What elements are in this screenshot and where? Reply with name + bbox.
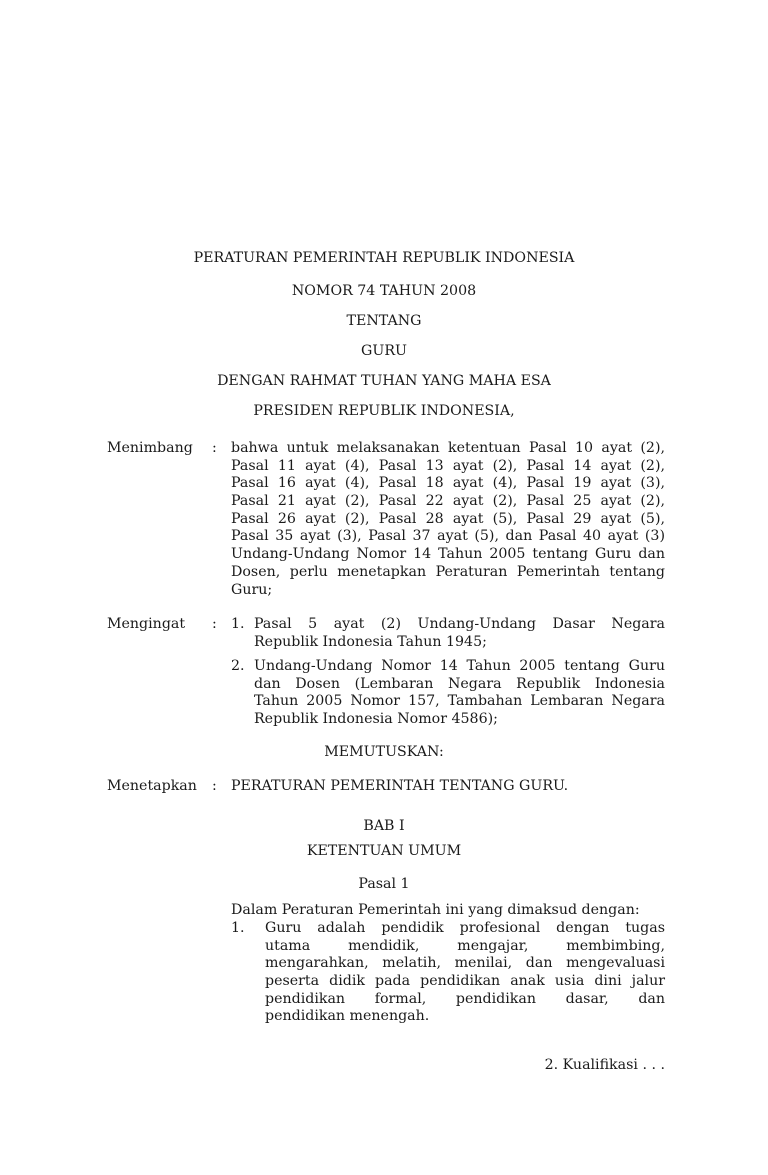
menetapkan-colon: : xyxy=(212,778,217,794)
definition-line: pendidikan formal, pendidikan dasar, dan xyxy=(265,990,665,1007)
menimbang-text xyxy=(231,440,665,599)
definition-line: pendidikan menengah. xyxy=(265,1008,430,1025)
definition-line: utama mendidik, mengajar, membimbing, xyxy=(265,937,665,954)
item-number: 1. xyxy=(231,616,245,632)
definition-line: Guru adalah pendidik profesional dengan tugas xyxy=(265,920,665,936)
regulation-title: PERATURAN PEMERINTAH REPUBLIK INDONESIA xyxy=(193,250,575,266)
definition-item xyxy=(231,920,665,1026)
article-title: Pasal 1 xyxy=(358,876,410,892)
menimbang-line: Pasal 26 ayat (2), Pasal 28 ayat (5), Pasal 29 ayat (5), xyxy=(231,510,665,527)
menimbang-line: Undang-Undang Nomor 14 Tahun 2005 tentang Guru dan xyxy=(231,546,665,563)
menimbang-line: Pasal 11 ayat (4), Pasal 13 ayat (2), Pasal 14 ayat (2), xyxy=(231,457,665,474)
item-number: 1. xyxy=(231,920,245,936)
menimbang-colon: : xyxy=(212,440,217,456)
mengingat-label: Mengingat xyxy=(107,616,186,632)
president-line: PRESIDEN REPUBLIK INDONESIA, xyxy=(253,403,515,419)
menimbang-label: Menimbang xyxy=(107,440,193,456)
chapter-title: BAB I xyxy=(363,818,405,834)
menimbang-line: Dosen, perlu menetapkan Peraturan Pemerintah tentang xyxy=(231,563,665,580)
tentang-heading: TENTANG xyxy=(346,313,422,329)
menimbang-line: Pasal 21 ayat (2), Pasal 22 ayat (2), Pasal 25 ayat (2), xyxy=(231,493,665,510)
item-line: dan Dosen (Lembaran Negara Republik Indonesia xyxy=(254,675,665,692)
definition-line: mengarahkan, melatih, menilai, dan mengevaluasi xyxy=(265,955,665,972)
item-line: Tahun 2005 Nomor 157, Tambahan Lembaran Negara xyxy=(254,693,665,710)
mengingat-colon: : xyxy=(212,616,217,632)
page-continuation: 2. Kualifikasi . . . xyxy=(544,1057,665,1073)
item-line: Republik Indonesia Nomor 4586); xyxy=(254,711,498,728)
item-line: Undang-Undang Nomor 14 Tahun 2005 tentang Guru xyxy=(254,658,665,674)
item-line: Pasal 5 ayat (2) Undang-Undang Dasar Negara xyxy=(254,616,665,632)
item-line: Republik Indonesia Tahun 1945; xyxy=(254,633,487,650)
memutuskan-heading: MEMUTUSKAN: xyxy=(324,744,444,760)
subject-heading: GURU xyxy=(361,343,407,359)
article-intro: Dalam Peraturan Pemerintah ini yang dimaksud dengan: xyxy=(231,902,640,918)
item-number: 2. xyxy=(231,658,245,674)
mengingat-item xyxy=(231,658,665,729)
chapter-subtitle: KETENTUAN UMUM xyxy=(306,843,462,859)
menimbang-line: Guru; xyxy=(231,581,273,598)
regulation-number: NOMOR 74 TAHUN 2008 xyxy=(291,283,477,299)
menetapkan-text: PERATURAN PEMERINTAH TENTANG GURU. xyxy=(231,778,569,794)
menimbang-line: Pasal 35 ayat (3), Pasal 37 ayat (5), dan Pasal 40 ayat (3) xyxy=(231,528,665,545)
mengingat-item xyxy=(231,616,665,651)
menetapkan-label: Menetapkan xyxy=(107,778,197,794)
menimbang-line: Pasal 16 ayat (4), Pasal 18 ayat (4), Pasal 19 ayat (3), xyxy=(231,475,665,492)
definition-line: peserta didik pada pendidikan anak usia dini jalur xyxy=(265,973,665,990)
menimbang-line: bahwa untuk melaksanakan ketentuan Pasal 10 ayat (2), xyxy=(231,440,665,456)
invocation-line: DENGAN RAHMAT TUHAN YANG MAHA ESA xyxy=(217,373,551,389)
